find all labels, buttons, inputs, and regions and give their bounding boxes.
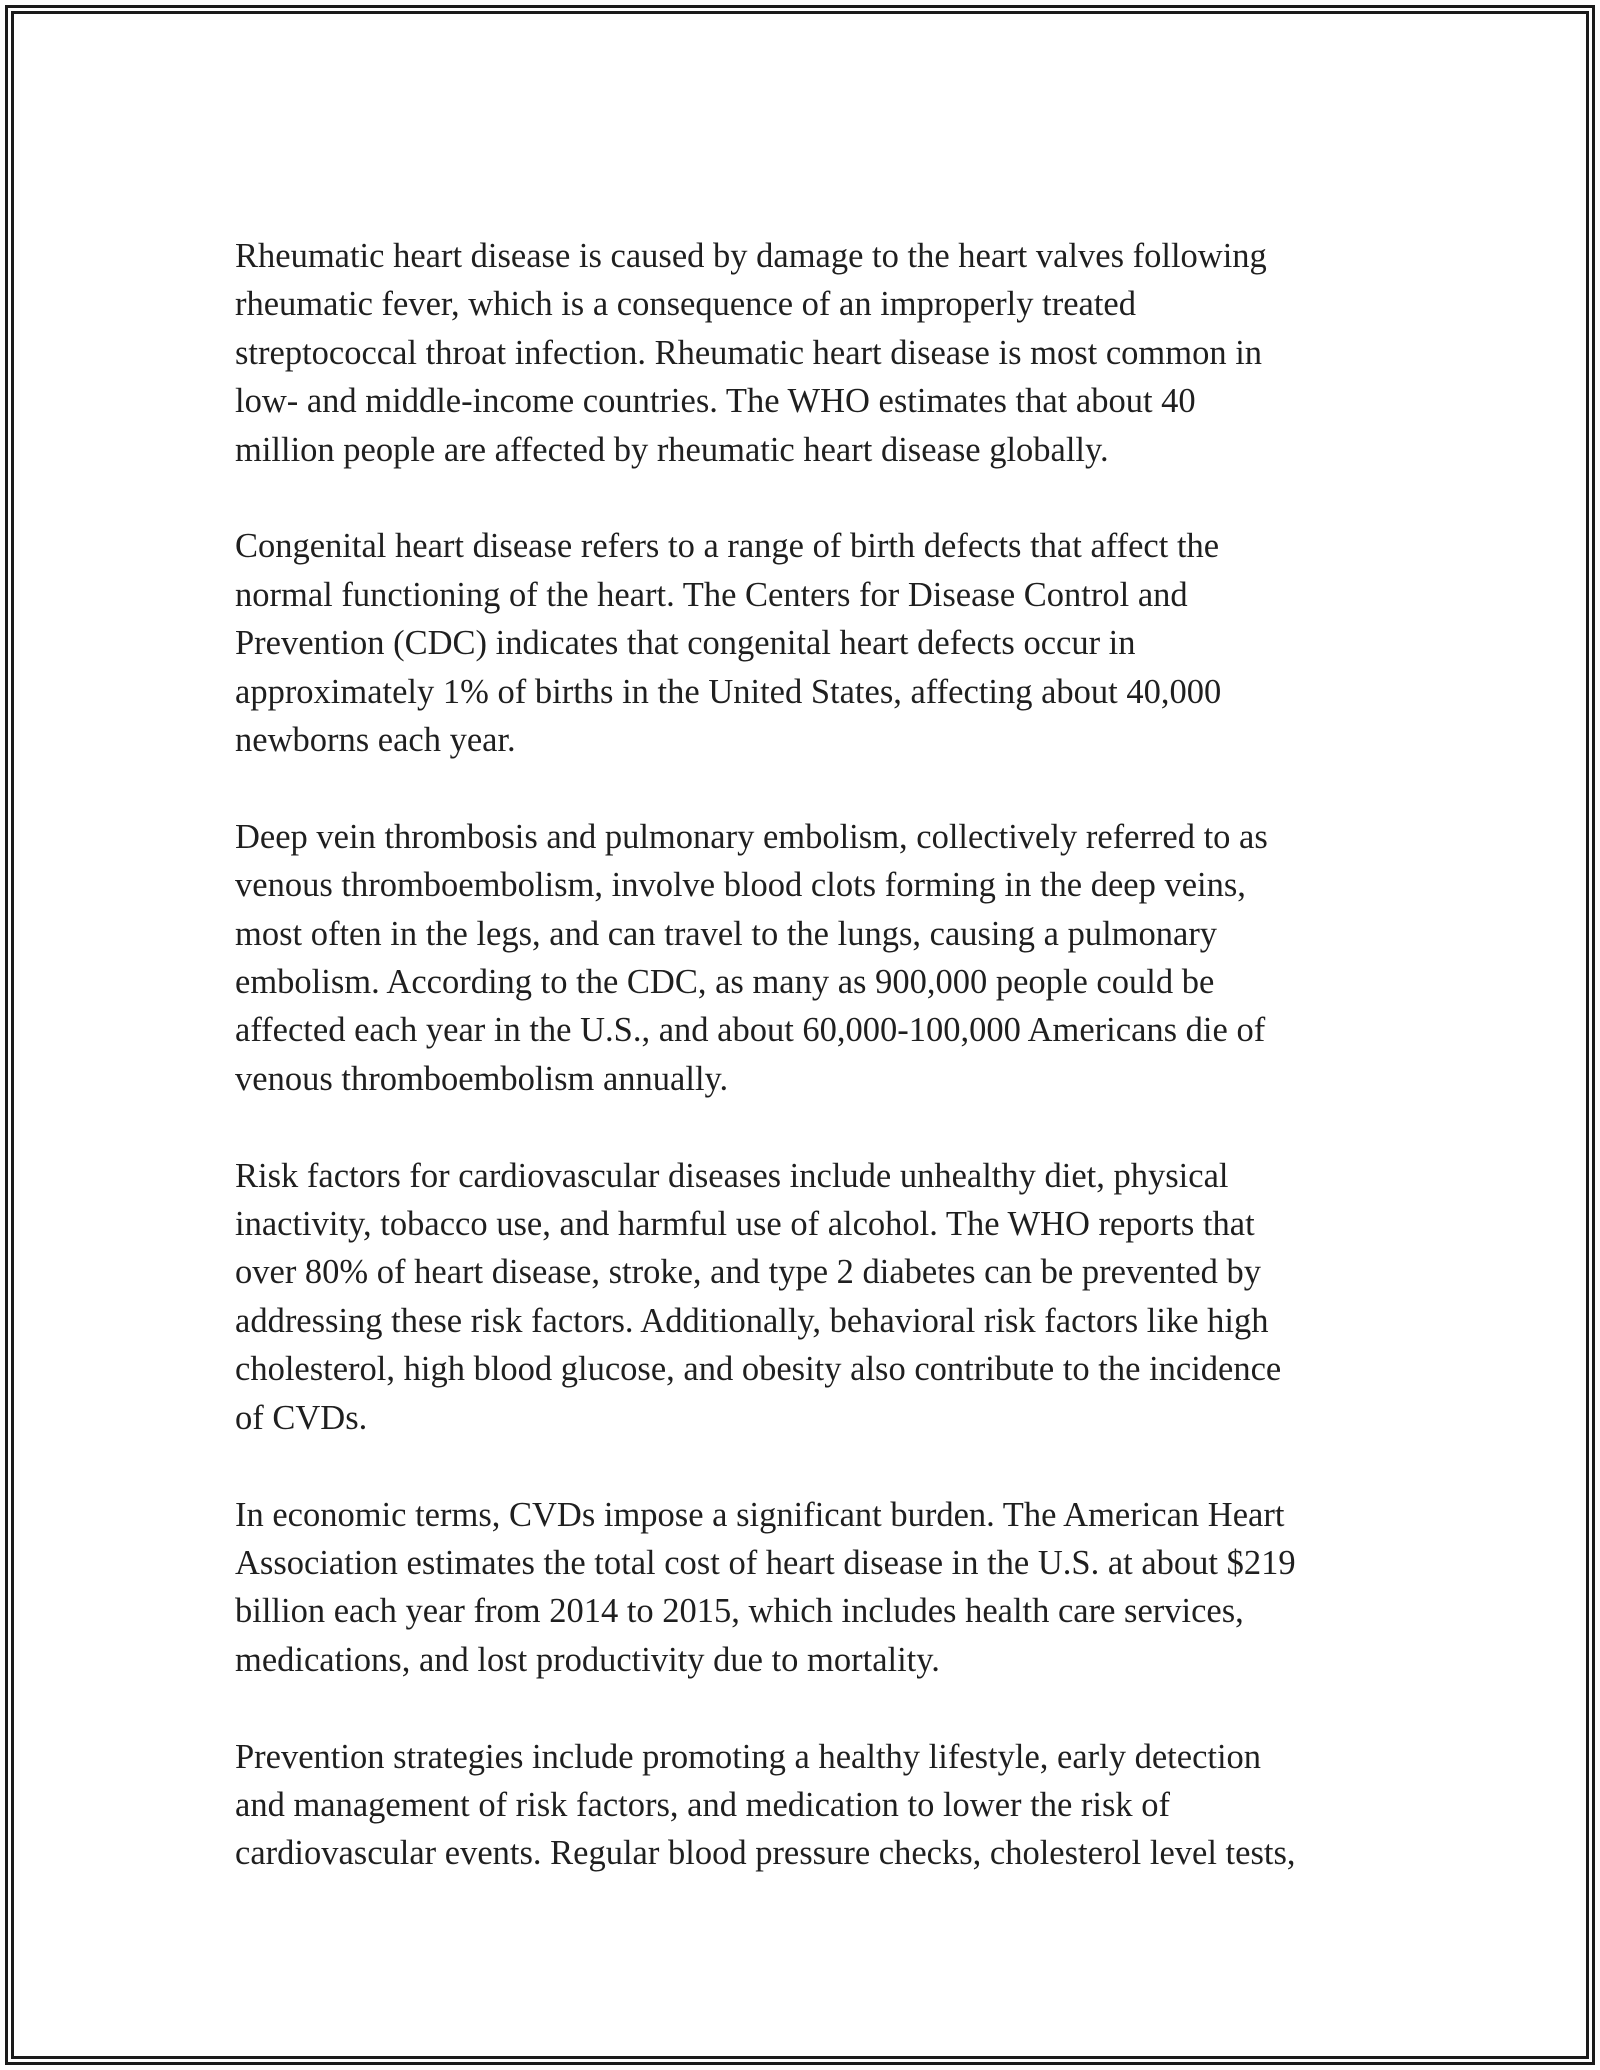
- paragraph-congenital-heart-disease: Congenital heart disease refers to a range of birth defects that affect the normal functioning of the heart. The Centers for Disease Control and Prevention (CDC) indicates that congenital heart defects occur in approximately 1% of births in the United States, affecting about 40,000 newborns each year.: [235, 527, 1222, 760]
- paragraph-risk-factors: Risk factors for cardiovascular diseases include unhealthy diet, physical inactivity, tobacco use, and harmful use of alcohol. The WHO reports that over 80% of heart disease, stroke, and type 2 diabetes can be prevented by addressing these risk factors. Additionally, behavioral risk factors like high cholesterol, high blood glucose, and obesity also contribute to the incidence of CVDs.: [235, 1156, 1282, 1437]
- document-body: [235, 232, 1375, 1926]
- paragraph-economic-burden: In economic terms, CVDs impose a significant burden. The American Heart Association estimates the total cost of heart disease in the U.S. at about $219 billion each year from 2014 to 2015, which includes health care services, medications, and lost productivity due to mortality.: [235, 1495, 1296, 1679]
- paragraph-rheumatic-heart-disease: Rheumatic heart disease is caused by damage to the heart valves following rheumatic fever, which is a consequence of an improperly treated streptococcal throat infection. Rheumatic heart disease is most common in low- and middle-income countries. The WHO estimates that about 40 million people are affected by rheumatic heart disease globally.: [235, 237, 1267, 469]
- paragraph-prevention-strategies: Prevention strategies include promoting a healthy lifestyle, early detection and management of risk factors, and medication to lower the risk of cardiovascular events. Regular blood pressure checks, cholesterol level tests,: [235, 1737, 1296, 1873]
- paragraph-venous-thromboembolism: Deep vein thrombosis and pulmonary embolism, collectively referred to as venous thromboembolism, involve blood clots forming in the deep veins, most often in the legs, and can travel to the lungs, causing a pulmonary embolism. According to the CDC, as many as 900,000 people could be affected each year in the U.S., and about 60,000-100,000 Americans die of venous thromboembolism annually.: [235, 817, 1268, 1098]
